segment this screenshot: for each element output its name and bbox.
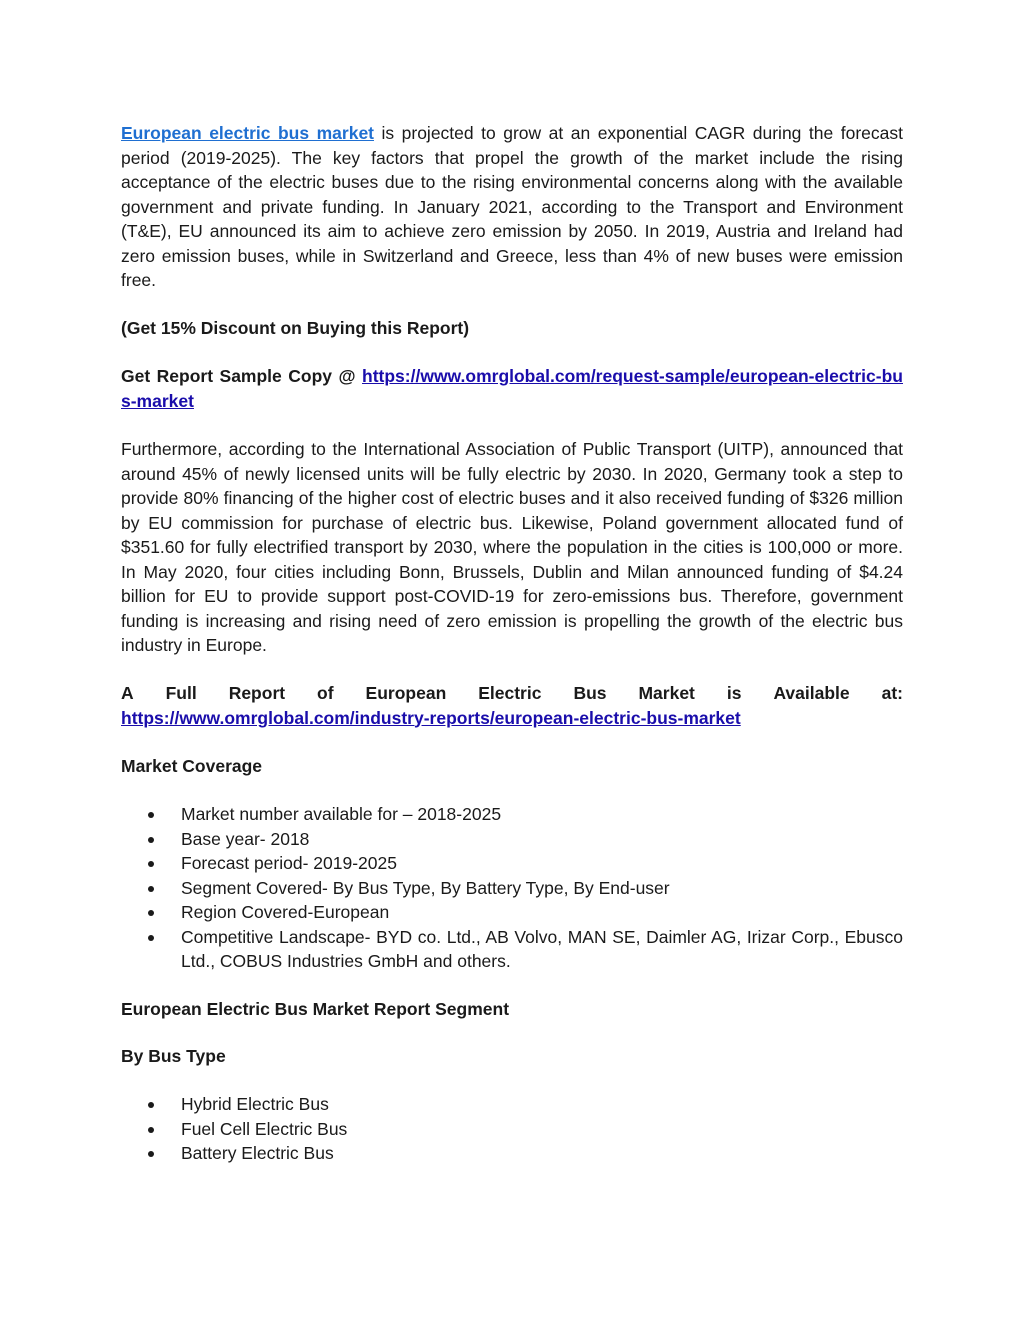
bullet-icon [148, 935, 154, 941]
list-item: Market number available for – 2018-2025 [121, 802, 903, 827]
bullet-icon [148, 1151, 154, 1157]
bullet-icon [148, 886, 154, 892]
list-item: Hybrid Electric Bus [121, 1092, 903, 1117]
list-item: Segment Covered- By Bus Type, By Battery Type, By End-user [121, 876, 903, 901]
list-item: Forecast period- 2019-2025 [121, 851, 903, 876]
european-electric-bus-market-link[interactable]: European electric bus market [121, 123, 374, 143]
sample-copy-label: Get Report Sample Copy @ [121, 366, 363, 386]
intro-text: is projected to grow at an exponential CAGR during the forecast period (2019-2025). The key factors that propel the growth of the market include the rising acceptance of the electric buses due to the rising environmental concerns along with the available government and private funding. In January 2021, according to the Transport and Environment (T&E), EU announced its aim to achieve zero emission by 2050. In 2019, Austria and Ireland had zero emission buses, while in Switzerland and Greece, less than 4% of new buses were emission free. [121, 123, 903, 290]
list-item: Competitive Landscape- BYD co. Ltd., AB Volvo, MAN SE, Daimler AG, Irizar Corp., Ebusco Ltd., COBUS Industries GmbH and others. [121, 925, 903, 974]
bullet-icon [148, 1127, 154, 1133]
list-item: Region Covered-European [121, 900, 903, 925]
discount-text: (Get 15% Discount on Buying this Report) [121, 318, 470, 338]
full-report-line [121, 681, 903, 730]
bus-type-list [121, 1092, 903, 1166]
bullet-icon [148, 910, 154, 916]
sample-copy-link[interactable]: https://www.omrglobal.com/request-sample/european-electric-bus-market [121, 366, 903, 411]
bus-type-heading: By Bus Type [121, 1046, 226, 1066]
market-coverage-heading: Market Coverage [121, 756, 263, 776]
full-report-link[interactable]: https://www.omrglobal.com/industry-reports/european-electric-bus-market [121, 707, 741, 728]
bullet-icon [148, 1102, 154, 1108]
sample-copy-line [121, 364, 903, 413]
bullet-icon [148, 812, 154, 818]
list-item: Fuel Cell Electric Bus [121, 1117, 903, 1142]
intro-paragraph [121, 121, 903, 293]
full-report-label: A Full Report of European Electric Bus Market is Available at: [121, 683, 903, 703]
list-item: Base year- 2018 [121, 827, 903, 852]
market-coverage-list [121, 802, 903, 974]
bullet-icon [148, 837, 154, 843]
bullet-icon [148, 861, 154, 867]
list-item: Battery Electric Bus [121, 1141, 903, 1166]
segment-heading: European Electric Bus Market Report Segment [121, 999, 510, 1019]
funding-paragraph: Furthermore, according to the International Association of Public Transport (UITP), announced that around 45% of newly licensed units will be fully electric by 2030. In 2020, Germany took a step to provide 80% financing of the higher cost of electric buses and it also received funding of $326 million by EU commission for purchase of electric bus. Likewise, Poland government allocated fund of $351.60 for fully electrified transport by 2030, where the population in the cities is 100,000 or more. In May 2020, four cities including Bonn, Brussels, Dublin and Milan announced funding of $4.24 billion for EU to provide support post-COVID-19 for zero-emissions bus. Therefore, government funding is increasing and rising need of zero emission is propelling the growth of the electric bus industry in Europe. [121, 439, 903, 655]
